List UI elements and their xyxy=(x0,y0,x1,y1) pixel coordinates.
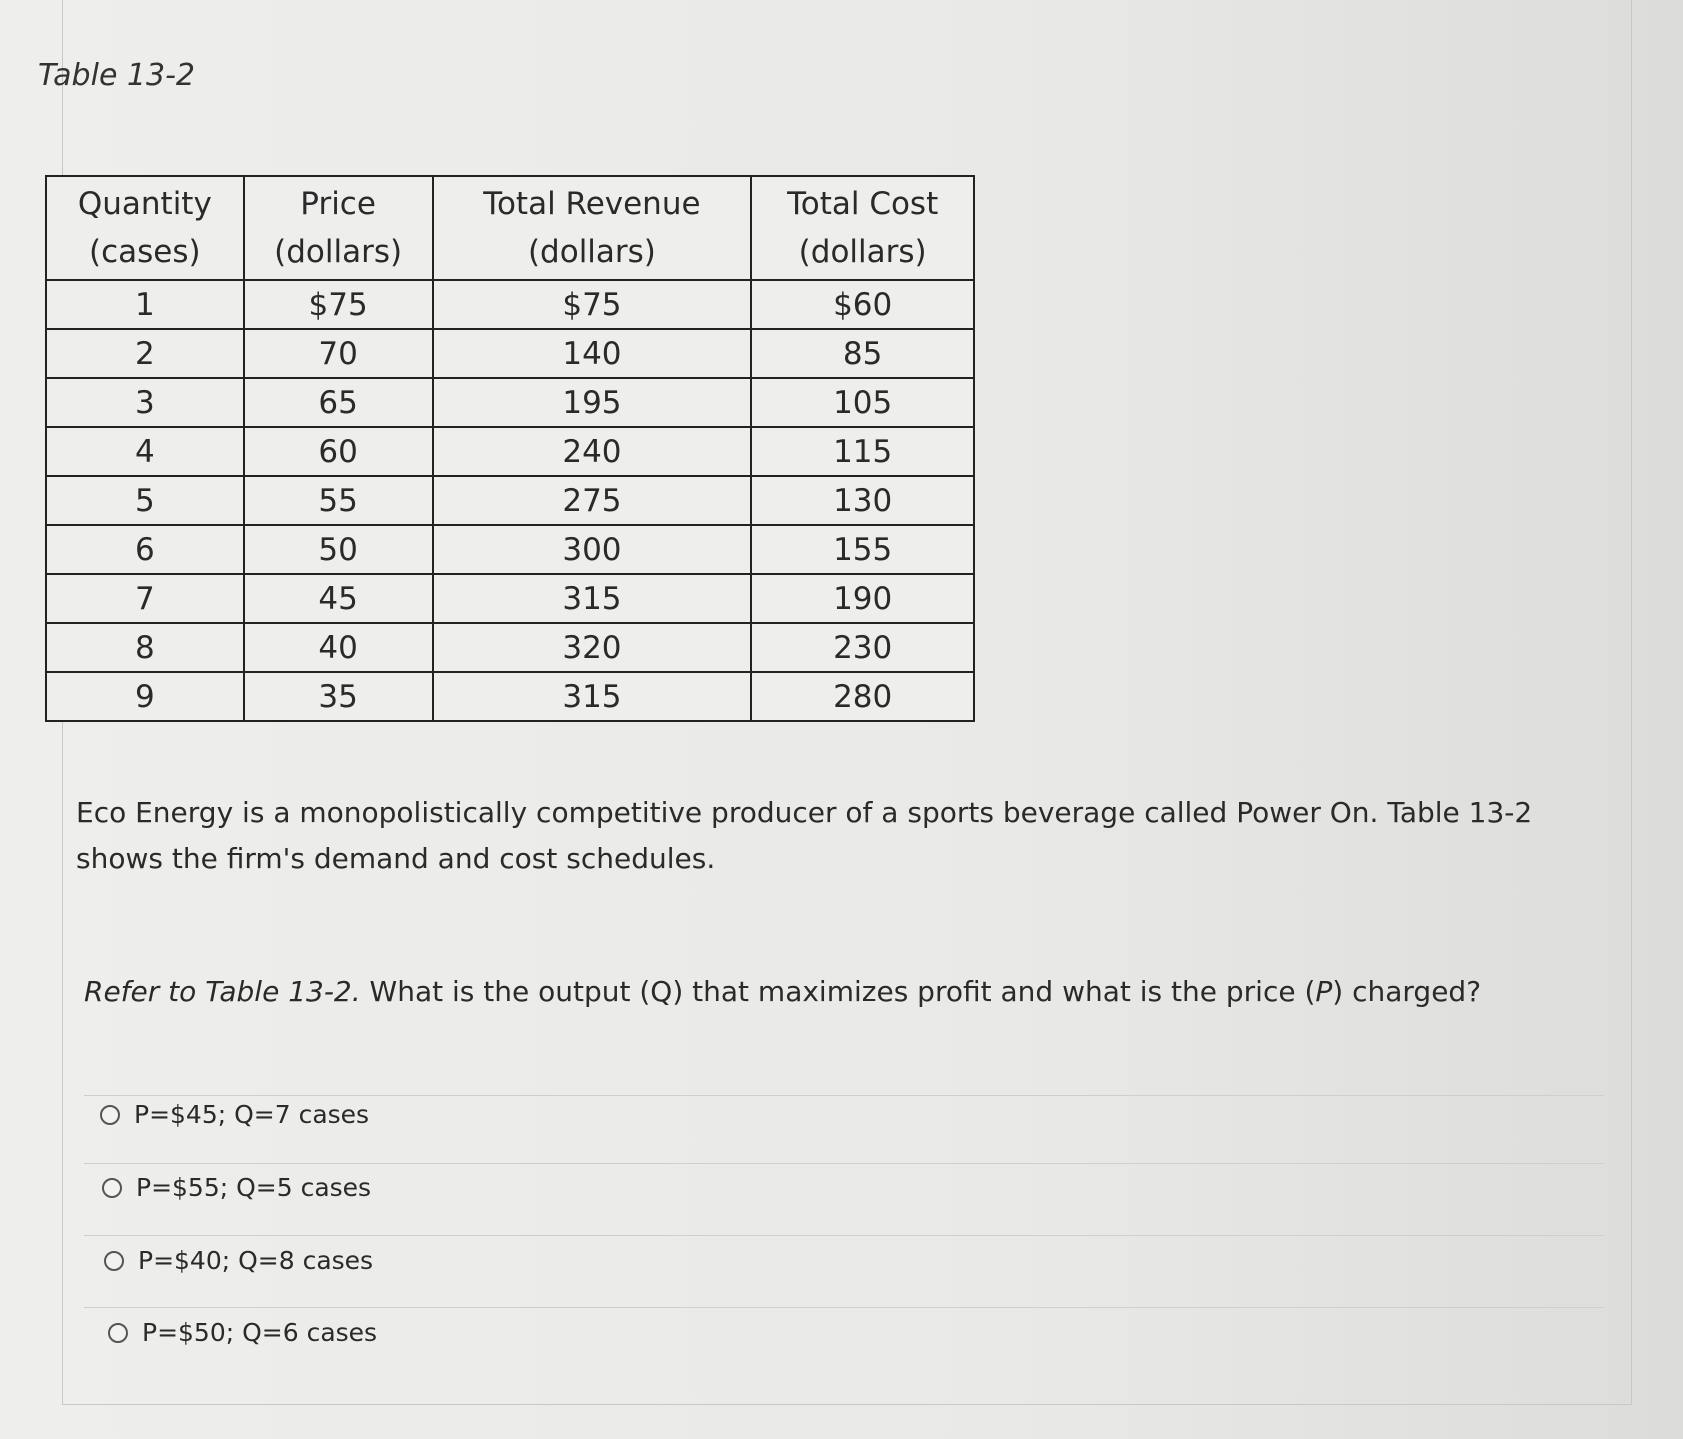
radio-button-icon[interactable] xyxy=(102,1178,122,1198)
cell-total-cost: 85 xyxy=(751,329,974,378)
table-row xyxy=(46,623,974,672)
cell-price: 60 xyxy=(244,427,433,476)
cell-quantity: 4 xyxy=(46,427,244,476)
cell-total-revenue: 240 xyxy=(433,427,752,476)
cell-quantity: 3 xyxy=(46,378,244,427)
cell-price: 35 xyxy=(244,672,433,721)
table-row xyxy=(46,378,974,427)
cell-total-cost: 190 xyxy=(751,574,974,623)
cell-total-cost: 155 xyxy=(751,525,974,574)
question-suffix: ) charged? xyxy=(1332,975,1482,1008)
cell-quantity: 1 xyxy=(46,280,244,329)
answer-option-2[interactable] xyxy=(102,1173,371,1202)
divider xyxy=(84,1307,1604,1308)
question-reference: Refer to Table 13-2. xyxy=(84,975,361,1008)
answer-option-label: P=$50; Q=6 cases xyxy=(142,1318,378,1347)
answer-option-3[interactable] xyxy=(104,1246,373,1275)
radio-button-icon[interactable] xyxy=(100,1105,120,1125)
schedule-table xyxy=(45,175,975,722)
table-row xyxy=(46,525,974,574)
answer-option-label: P=$40; Q=8 cases xyxy=(138,1246,374,1275)
cell-quantity: 2 xyxy=(46,329,244,378)
cell-total-revenue: 140 xyxy=(433,329,752,378)
header-quantity: Quantity (cases) xyxy=(46,176,244,280)
divider xyxy=(84,1095,1604,1096)
table-row xyxy=(46,672,974,721)
answer-option-label: P=$55; Q=5 cases xyxy=(136,1173,372,1202)
table-row xyxy=(46,574,974,623)
radio-button-icon[interactable] xyxy=(108,1323,128,1343)
radio-button-icon[interactable] xyxy=(104,1251,124,1271)
table-header-row xyxy=(46,176,974,280)
cell-quantity: 9 xyxy=(46,672,244,721)
cell-total-revenue: 320 xyxy=(433,623,752,672)
table-row xyxy=(46,476,974,525)
cell-total-revenue: 315 xyxy=(433,672,752,721)
cell-price: 65 xyxy=(244,378,433,427)
table-row xyxy=(46,427,974,476)
question-text xyxy=(84,975,1584,1008)
divider xyxy=(84,1163,1604,1164)
answer-option-4[interactable] xyxy=(108,1318,377,1347)
problem-description: Eco Energy is a monopolistically competitive producer of a sports beverage called Power On. Table 13-2 shows the firm's demand and cost schedules. xyxy=(76,796,1533,875)
question-price-symbol: P xyxy=(1315,975,1333,1008)
table-row xyxy=(46,280,974,329)
cell-quantity: 8 xyxy=(46,623,244,672)
cell-price: 50 xyxy=(244,525,433,574)
cell-total-revenue: 300 xyxy=(433,525,752,574)
cell-quantity: 7 xyxy=(46,574,244,623)
header-total-revenue: Total Revenue (dollars) xyxy=(433,176,752,280)
cell-total-revenue: 315 xyxy=(433,574,752,623)
cell-total-cost: 230 xyxy=(751,623,974,672)
cell-price: 45 xyxy=(244,574,433,623)
divider xyxy=(84,1235,1604,1236)
cell-quantity: 5 xyxy=(46,476,244,525)
table-caption: Table 13-2 xyxy=(38,58,196,93)
answer-option-label: P=$45; Q=7 cases xyxy=(134,1100,370,1129)
answer-option-1[interactable] xyxy=(100,1100,369,1129)
header-total-cost: Total Cost (dollars) xyxy=(751,176,974,280)
cell-total-cost: 280 xyxy=(751,672,974,721)
cell-price: $75 xyxy=(244,280,433,329)
cell-total-revenue: 275 xyxy=(433,476,752,525)
header-price: Price (dollars) xyxy=(244,176,433,280)
cell-price: 40 xyxy=(244,623,433,672)
cell-total-cost: $60 xyxy=(751,280,974,329)
cell-total-cost: 115 xyxy=(751,427,974,476)
table-row xyxy=(46,329,974,378)
cell-total-cost: 105 xyxy=(751,378,974,427)
cell-total-cost: 130 xyxy=(751,476,974,525)
cell-total-revenue: $75 xyxy=(433,280,752,329)
cell-price: 70 xyxy=(244,329,433,378)
cell-quantity: 6 xyxy=(46,525,244,574)
cell-price: 55 xyxy=(244,476,433,525)
question-body: What is the output (Q) that maximizes profit and what is the price ( xyxy=(360,975,1316,1008)
cell-total-revenue: 195 xyxy=(433,378,752,427)
